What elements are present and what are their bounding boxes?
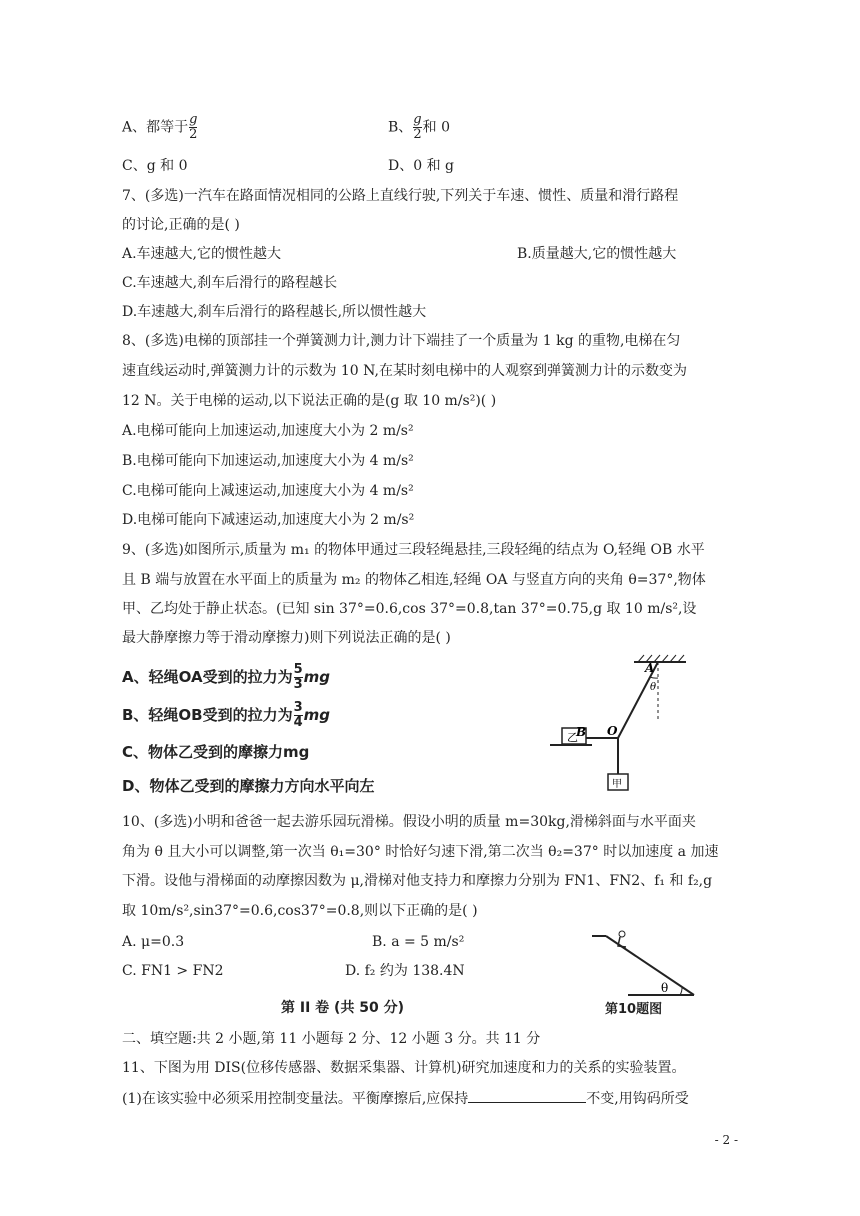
q6-option-a-prefix: A、都等于 [122,119,189,136]
label-b: B [576,725,587,739]
section2-heading: 二、填空题:共 2 小题,第 11 小题每 2 分、12 小题 3 分。共 11 分 [122,1031,541,1047]
q8-stem-line2: 速直线运动时,弹簧测力计的示数为 10 N,在某时刻电梯中的人观察到弹簧测力计的示数变为 [122,363,687,379]
theta-label: θ [661,981,669,995]
q7-stem-line2: 的讨论,正确的是( ) [122,217,240,233]
q6-option-a-num: g [189,112,198,127]
q8-option-c: C.电梯可能向上减速运动,加速度大小为 4 m/s² [122,483,414,499]
q9-option-a-prefix: A、轻绳OA受到的拉力为 [122,668,293,686]
q9-option-a-fraction [294,663,303,692]
q6-option-a [122,113,198,142]
q9-figure [546,652,696,802]
q6-option-a-den: 2 [189,127,198,142]
q7-option-c: C.车速越大,刹车后滑行的路程越长 [122,275,338,291]
q9-option-b [122,701,330,730]
q6-option-b-den: 2 [413,127,422,142]
theta-arc [650,677,658,678]
q9-stem-line4: 最大静摩擦力等于滑动摩擦力)则下列说法正确的是( ) [122,630,451,646]
q10-option-c: C. FN1 > FN2 [122,963,224,979]
q9-stem-line3: 甲、乙均处于静止状态。(已知 sin 37°=0.6,cos 37°=0.8,tan 37°=0.75,g 取 10 m/s²,设 [122,601,697,617]
label-o: O [607,724,618,738]
ceiling-hatch [634,655,686,662]
label-a: A [645,661,655,675]
q7-option-d: D.车速越大,刹车后滑行的路程越长,所以惯性越大 [122,304,427,320]
q9-stem-line1: 9、(多选)如图所示,质量为 m₁ 的物体甲通过三段轻绳悬挂,三段轻绳的结点为 O,轻绳 OB 水平 [122,542,705,558]
q9-option-d: D、物体乙受到的摩擦力方向水平向左 [122,777,375,795]
q6-option-c: C、g 和 0 [122,158,188,174]
label-yi: 乙 [567,731,578,744]
q8-option-a: A.电梯可能向上加速运动,加速度大小为 2 m/s² [122,423,414,439]
q7-option-a: A.车速越大,它的惯性越大 [122,246,282,262]
q8-option-b: B.电梯可能向下加速运动,加速度大小为 4 m/s² [122,453,414,469]
q7-stem-line1: 7、(多选)一汽车在路面情况相同的公路上直线行驶,下列关于车速、惯性、质量和滑行路程 [122,188,679,204]
q10-stem-line2: 角为 θ 且大小可以调整,第一次当 θ₁=30° 时恰好匀速下滑,第二次当 θ₂=37° 时以加速度 a 加速 [122,844,719,860]
q6-option-b-prefix: B、 [388,119,413,136]
q10-figure [588,924,700,1000]
q9-option-b-num: 3 [293,700,303,715]
q11-part1 [122,1088,689,1109]
q8-stem-line1: 8、(多选)电梯的顶部挂一个弹簧测力计,测力计下端挂了一个质量为 1 kg 的重物,电梯在匀 [122,333,681,349]
q10-figure-caption: 第10题图 [605,1002,663,1017]
q10-option-d: D. f₂ 约为 138.4N [345,963,465,979]
q9-option-a-suffix: mg [303,668,330,686]
q6-option-d: D、0 和 g [388,158,454,174]
section2-title: 第 II 卷 (共 50 分) [281,1000,405,1016]
q8-stem-line3: 12 N。关于电梯的运动,以下说法正确的是(g 取 10 m/s²)( ) [122,393,497,409]
q10-stem-line1: 10、(多选)小明和爸爸一起去游乐园玩滑梯。假设小明的质量 m=30kg,滑梯斜面与水平面夹 [122,814,696,830]
q6-option-b [388,113,450,142]
theta-arc [680,987,682,995]
q9-stem-line2: 且 B 端与放置在水平面上的质量为 m₂ 的物体乙相连,轻绳 OA 与竖直方向的夹角 θ=37°,物体 [122,572,706,588]
q9-option-a-num: 5 [293,662,303,677]
q11-answer-blank[interactable] [468,1088,586,1103]
page-number: - 2 - [714,1133,738,1147]
q8-option-d: D.电梯可能向下减速运动,加速度大小为 2 m/s² [122,512,415,528]
q6-option-b-num: g [413,112,422,127]
slide-slope [606,936,694,995]
q9-option-b-suffix: mg [303,706,331,724]
q6-option-b-fraction [413,113,421,142]
q11-stem-line1: 11、下图为用 DIS(位移传感器、数据采集器、计算机)研究加速度和力的关系的实验装置。 [122,1060,686,1076]
person-body [618,937,626,947]
q10-stem-line4: 取 10m/s²,sin37°=0.6,cos37°=0.8,则以下正确的是( ) [122,903,478,919]
q9-option-b-fraction [294,701,303,730]
q10-stem-line3: 下滑。设他与滑梯面的动摩擦因数为 μ,滑梯对他支持力和摩擦力分别为 FN1、FN2、f₁ 和 f₂,g [122,873,713,889]
q11-part1-prefix: (1)在该实验中必须采用控制变量法。平衡摩擦后,应保持 [122,1091,469,1107]
person-head [619,931,625,937]
label-jia: 甲 [612,779,622,790]
q6-option-a-fraction [189,113,197,142]
q10-option-b: B. a = 5 m/s² [372,934,465,950]
q10-option-a: A. μ=0.3 [122,934,185,950]
q9-option-a [122,663,330,692]
q11-part1-suffix: 不变,用钩码所受 [586,1091,689,1107]
q9-option-c: C、物体乙受到的摩擦力mg [122,743,310,761]
label-theta: θ [650,682,657,693]
q9-option-a-den: 3 [293,677,303,692]
q6-option-b-suffix: 和 0 [422,119,450,136]
q7-option-b: B.质量越大,它的惯性越大 [517,246,677,262]
q9-option-b-prefix: B、轻绳OB受到的拉力为 [122,706,293,724]
q9-option-b-den: 4 [293,715,303,730]
